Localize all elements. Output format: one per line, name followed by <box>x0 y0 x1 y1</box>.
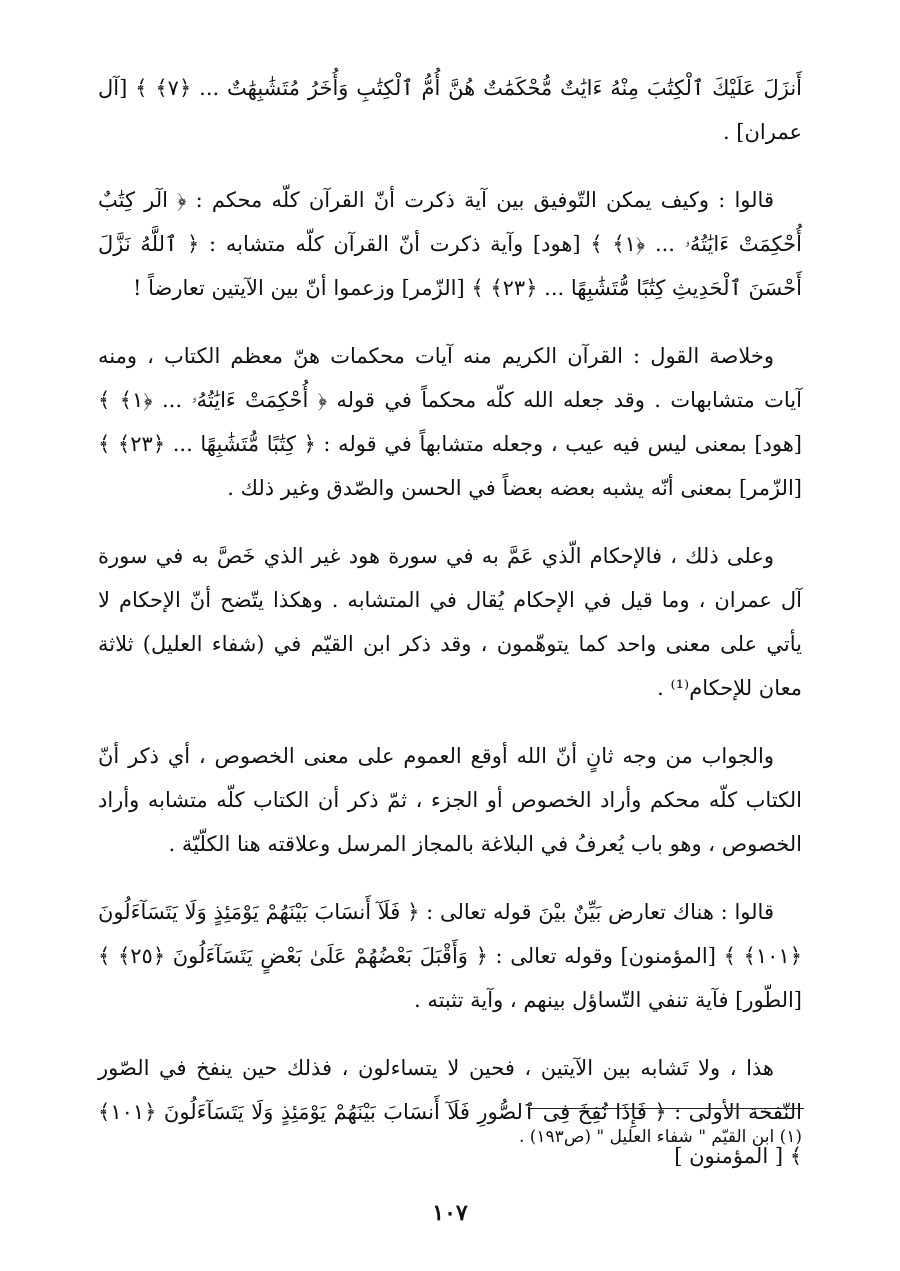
paragraph-summary: وخلاصة القول : القرآن الكريم منه آيات محكمات هنّ معظم الكتاب ، ومنه آيات متشابهات . وقد جعله الله كلّه محكماً في قوله ﴿ أُحْكِمَتْ ءَايَٰتُهُۥ ... ﴿١﴾ ﴾ [هود] بمعنى ليس فيه عيب ، وجعله متشابهاً في قوله : ﴿ كِتَٰبًا مُّتَشَٰبِهًا ... ﴿٢٣﴾ ﴾ [الزّمر] بمعنى أنّه يشبه بعضه بعضاً في الحسن والصّدق وغير ذلك . <box>98 344 802 500</box>
footnote: (١) ابن القيّم " شفاء العليل " (ص١٩٣) . <box>518 1127 802 1147</box>
body-text <box>98 66 802 1202</box>
footnote-divider <box>528 1108 804 1109</box>
verse-continuation-paragraph: أَنزَلَ عَلَيْكَ ٱلْكِتَٰبَ مِنْهُ ءَايَٰتٌ مُّحْكَمَٰتٌ هُنَّ أُمُّ ٱلْكِتَٰبِ وَأُخَرُ مُتَشَٰبِهَٰتٌ ... ﴿٧﴾ ﴾ [آل عمران] . <box>98 76 803 144</box>
paragraph-ihkam-meanings: وعلى ذلك ، فالإحكام الّذي عَمَّ به في سورة هود غير الذي خَصَّ به في سورة آل عمران ، وما قيل في الإحكام يُقال في المتشابه . وهكذا يتّضح أنّ الإحكام لا يأتي على معنى واحد كما يتوهّمون ، وقد ذكر ابن القيّم في (شفاء العليل) ثلاثة معان للإحكام⁽¹⁾ . <box>98 544 802 700</box>
paragraph-second-answer: والجواب من وجه ثانٍ أنّ الله أوقع العموم على معنى الخصوص ، أي ذكر أنّ الكتاب كلّه محكم وأراد الخصوص أو الجزء ، ثمّ ذكر أن الكتاب كلّه متشابه وأراد الخصوص ، وهو باب يُعرفُ في البلاغة بالمجاز المرسل وعلاقته هنا الكلّيّة . <box>98 744 802 856</box>
paragraph-answer-tasaul: هذا ، ولا تَشابه بين الآيتين ، فحين لا يتساءلون ، فذلك حين ينفخ في الصّور النّفخة الأولى : ﴿ فَإِذَا نُفِخَ فِى ٱلصُّورِ فَلَآ أَنسَابَ بَيْنَهُمْ يَوْمَئِذٍ وَلَا يَتَسَآءَلُونَ ﴿١٠١﴾ ﴾ [ المؤمنون ] <box>98 1056 802 1168</box>
page-number: ١٠٧ <box>432 1200 468 1226</box>
paragraph-question-muhkam: قالوا : وكيف يمكن التّوفيق بين آية ذكرت أنّ القرآن كلّه محكم : ﴿ الٓر كِتَٰبٌ أُحْكِمَتْ ءَايَٰتُهُۥ ... ﴿١﴾ ﴾ [هود] وآية ذكرت أنّ القرآن كلّه متشابه : ﴿ ٱللَّهُ نَزَّلَ أَحْسَنَ ٱلْحَدِيثِ كِتَٰبًا مُّتَشَٰبِهًا ... ﴿٢٣﴾ ﴾ [الزّمر] وزعموا أنّ بين الآيتين تعارضاً ! <box>98 188 802 300</box>
paragraph-question-tasaul: قالوا : هناك تعارض بَيِّنٌ بيْنَ قوله تعالى : ﴿ فَلَآ أَنسَابَ بَيْنَهُمْ يَوْمَئِذٍ وَلَا يَتَسَآءَلُونَ ﴿١٠١﴾ ﴾ [المؤمنون] وقوله تعالى : ﴿ وَأَقْبَلَ بَعْضُهُمْ عَلَىٰ بَعْضٍ يَتَسَآءَلُونَ ﴿٢٥﴾ ﴾ [الطّور] فآية تنفي التّساؤل بينهم ، وآية تثبته . <box>98 900 802 1012</box>
